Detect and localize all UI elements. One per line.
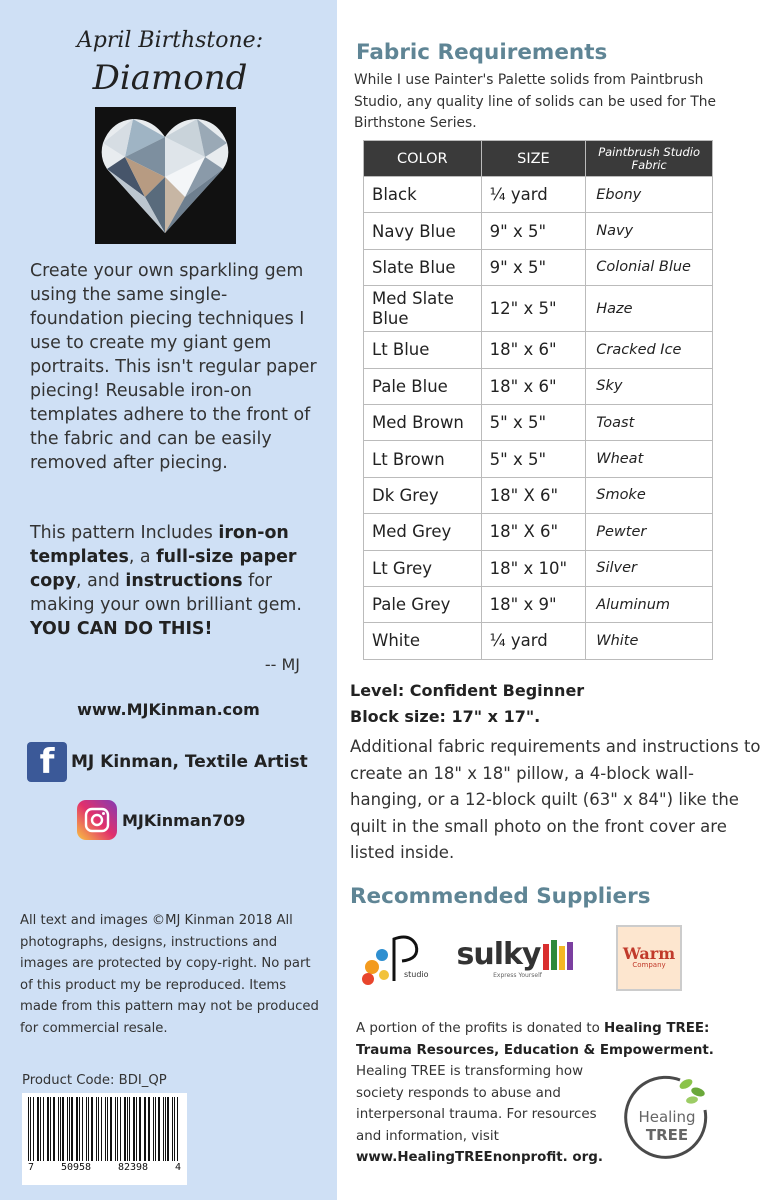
barcode-bar — [139, 1097, 140, 1161]
sulky-wordmark: sulky — [456, 936, 541, 972]
barcode-digits: 7 50958 82398 4 — [28, 1162, 181, 1173]
cell-fabric: Haze — [586, 286, 713, 332]
barcode-bar — [163, 1097, 164, 1161]
barcode-bar — [158, 1097, 160, 1161]
paintbrush-studio-icon — [358, 925, 430, 991]
cell-size: ¼ yard — [481, 623, 586, 659]
barcode-bar — [43, 1097, 44, 1161]
barcode-bar — [115, 1097, 116, 1161]
cell-size: 18" x 10" — [481, 550, 586, 586]
cell-size: 5" x 5" — [481, 404, 586, 440]
svg-text:studio: studio — [404, 969, 429, 979]
cell-color: Med Brown — [364, 404, 482, 440]
warm-wordmark: Warm — [622, 943, 676, 963]
table-row — [364, 514, 713, 550]
right-panel — [337, 0, 776, 1200]
cell-size: 18" x 6" — [481, 332, 586, 368]
barcode-bar — [67, 1097, 68, 1161]
barcode-bars — [28, 1097, 181, 1161]
barcode-bar — [82, 1097, 83, 1161]
warm-company-sub: Company — [632, 960, 666, 969]
facebook-label: MJ Kinman, Textile Artist — [71, 752, 308, 772]
barcode-bar — [98, 1097, 99, 1161]
cell-fabric: Smoke — [586, 477, 713, 513]
cell-color: Lt Grey — [364, 550, 482, 586]
barcode-bar — [167, 1097, 168, 1161]
cell-fabric: Wheat — [586, 441, 713, 477]
instagram-label: MJKinman709 — [122, 810, 246, 830]
tree-leaves-icon — [620, 1070, 715, 1165]
barcode-bar — [145, 1097, 146, 1161]
cell-color: Black — [364, 177, 482, 213]
fabric-table — [363, 140, 713, 660]
healing-tree-url[interactable]: www.HealingTREEnonprofit. org. — [356, 1150, 603, 1165]
barcode-bar — [40, 1097, 41, 1161]
barcode-bar — [71, 1097, 72, 1161]
sulky-tagline: Express Yourself — [493, 971, 542, 979]
table-row — [364, 623, 713, 659]
title-line2: Diamond — [92, 58, 248, 98]
cell-size: 18" x 9" — [481, 586, 586, 622]
table-row — [364, 477, 713, 513]
table-row — [364, 368, 713, 404]
cell-color: Dk Grey — [364, 477, 482, 513]
title-line1: April Birthstone: — [76, 28, 264, 53]
cell-color: Slate Blue — [364, 249, 482, 285]
cell-size: 5" x 5" — [481, 441, 586, 477]
cell-fabric: Aluminum — [586, 586, 713, 622]
cell-size: 18" x 6" — [481, 368, 586, 404]
barcode-bar — [148, 1097, 149, 1161]
barcode-bar — [96, 1097, 97, 1161]
facebook-icon: f — [27, 742, 67, 782]
warm-company-icon — [616, 925, 682, 991]
cell-color: Lt Blue — [364, 332, 482, 368]
cell-size: ¼ yard — [481, 177, 586, 213]
header-color: COLOR — [364, 141, 482, 177]
barcode-bar — [62, 1097, 63, 1161]
barcode-bar — [110, 1097, 112, 1161]
barcode-bar — [155, 1097, 156, 1161]
table-row — [364, 213, 713, 249]
barcode-bar — [33, 1097, 34, 1161]
barcode-bar — [79, 1097, 80, 1161]
barcode-bar — [101, 1097, 102, 1161]
supplier-paintbrush-studio-logo[interactable] — [354, 925, 434, 990]
cell-fabric: Colonial Blue — [586, 249, 713, 285]
cell-size: 9" x 5" — [481, 213, 586, 249]
copyright-text: All text and images ©MJ Kinman 2018 All photographs, designs, instructions and images are protected by copy-right. No part of this product my be reproduced. Items made from this pattern may not be produced for commercial resale. — [20, 913, 319, 1036]
fabric-intro: While I use Painter's Palette solids from Paintbrush Studio, any quality line of solids can be used for The Birthstone Series. — [354, 72, 717, 131]
barcode-bar — [172, 1097, 173, 1161]
healing-tree-text: Healing TREE is transforming how society responds to abuse and interpersonal trauma. For resources and information, visit www.HealingTREEnonprofit. org. — [356, 1064, 603, 1165]
barcode-bar — [177, 1097, 178, 1161]
barcode-bar — [153, 1097, 154, 1161]
table-row — [364, 404, 713, 440]
cell-fabric: Cracked Ice — [586, 332, 713, 368]
instagram-icon — [77, 800, 117, 840]
heart-icon — [95, 107, 236, 244]
barcode-bar — [60, 1097, 61, 1161]
cell-fabric: Silver — [586, 550, 713, 586]
table-row — [364, 286, 713, 332]
cell-fabric: Pewter — [586, 514, 713, 550]
cell-color: Lt Brown — [364, 441, 482, 477]
includes-text: This pattern Includes iron-on templates, a full-size paper copy, and instructions for making your own brilliant gem. YOU CAN DO THIS! — [30, 523, 302, 639]
fabric-requirements-heading: Fabric Requirements — [356, 40, 608, 65]
barcode-bar — [105, 1097, 106, 1161]
cell-color: Med Slate Blue — [364, 286, 482, 332]
cell-size: 18" X 6" — [481, 477, 586, 513]
barcode-bar — [120, 1097, 121, 1161]
product-code: Product Code: BDI_QP — [22, 1073, 167, 1088]
cell-fabric: White — [586, 623, 713, 659]
barcode-bar — [76, 1097, 78, 1161]
additional-text: Additional fabric requirements and instructions to create an 18" x 18" pillow, a 4-block wall-hanging, or a 12-block quilt (63" x 84") like the quilt in the small photo on the front cover are listed inside. — [350, 737, 761, 862]
barcode-bar — [86, 1097, 87, 1161]
barcode-bar — [88, 1097, 89, 1161]
cell-color: Navy Blue — [364, 213, 482, 249]
barcode-bar — [58, 1097, 59, 1161]
barcode-bar — [69, 1097, 70, 1161]
diamond-heart-image — [95, 107, 236, 244]
barcode-bar — [28, 1097, 29, 1161]
thread-spools-icon — [541, 938, 579, 972]
cell-color: Pale Grey — [364, 586, 482, 622]
barcode-bar — [144, 1097, 145, 1161]
table-row — [364, 586, 713, 622]
svg-text:TREE: TREE — [645, 1126, 689, 1144]
cell-color: White — [364, 623, 482, 659]
barcode-bar — [37, 1097, 39, 1161]
barcode-bar — [47, 1097, 48, 1161]
header-size: SIZE — [481, 141, 586, 177]
cell-size: 18" X 6" — [481, 514, 586, 550]
cell-fabric: Navy — [586, 213, 713, 249]
cell-fabric: Sky — [586, 368, 713, 404]
barcode-bar — [165, 1097, 166, 1161]
donation-text: A portion of the profits is donated to Healing TREE: Trauma Resources, Education & Empowerment. — [356, 1021, 714, 1058]
table-row — [364, 332, 713, 368]
barcode — [22, 1093, 187, 1185]
barcode-bar — [174, 1097, 175, 1161]
barcode-bar — [30, 1097, 31, 1161]
facebook-link[interactable] — [27, 742, 308, 782]
supplier-sulky-logo[interactable] — [455, 925, 580, 990]
header-fabric: Paintbrush Studio Fabric — [586, 141, 713, 177]
barcode-bar — [117, 1097, 118, 1161]
cell-fabric: Toast — [586, 404, 713, 440]
table-header-row — [364, 141, 713, 177]
barcode-bar — [107, 1097, 108, 1161]
table-row — [364, 249, 713, 285]
supplier-warm-company-logo[interactable] — [613, 925, 685, 990]
barcode-bar — [124, 1097, 125, 1161]
description-text: Create your own sparkling gem using the same single-foundation piecing techniques I use to create my giant gem portraits. This isn't regular paper piecing! Reusable iron-on templates adhere to the front of the fabric and can be easily removed after piecing. — [30, 261, 317, 473]
left-panel — [0, 0, 337, 1200]
barcode-bar — [129, 1097, 130, 1161]
cell-color: Pale Blue — [364, 368, 482, 404]
cell-fabric: Ebony — [586, 177, 713, 213]
barcode-bar — [136, 1097, 137, 1161]
barcode-bar — [50, 1097, 51, 1161]
barcode-bar — [91, 1097, 93, 1161]
barcode-bar — [53, 1097, 55, 1161]
instagram-link[interactable] — [77, 800, 245, 840]
signature: -- MJ — [264, 655, 300, 674]
healing-tree-logo — [620, 1070, 715, 1165]
block-size-text: Block size: 17" x 17". — [350, 707, 541, 726]
svg-text:Healing: Healing — [638, 1108, 696, 1126]
cell-size: 9" x 5" — [481, 249, 586, 285]
level-text: Level: Confident Beginner — [350, 681, 585, 700]
table-row — [364, 550, 713, 586]
barcode-bar — [127, 1097, 128, 1161]
table-row — [364, 177, 713, 213]
website-link[interactable]: www.MJKinman.com — [77, 700, 260, 719]
cell-size: 12" x 5" — [481, 286, 586, 332]
suppliers-heading: Recommended Suppliers — [350, 884, 651, 909]
cell-color: Med Grey — [364, 514, 482, 550]
table-row — [364, 441, 713, 477]
barcode-bar — [133, 1097, 135, 1161]
